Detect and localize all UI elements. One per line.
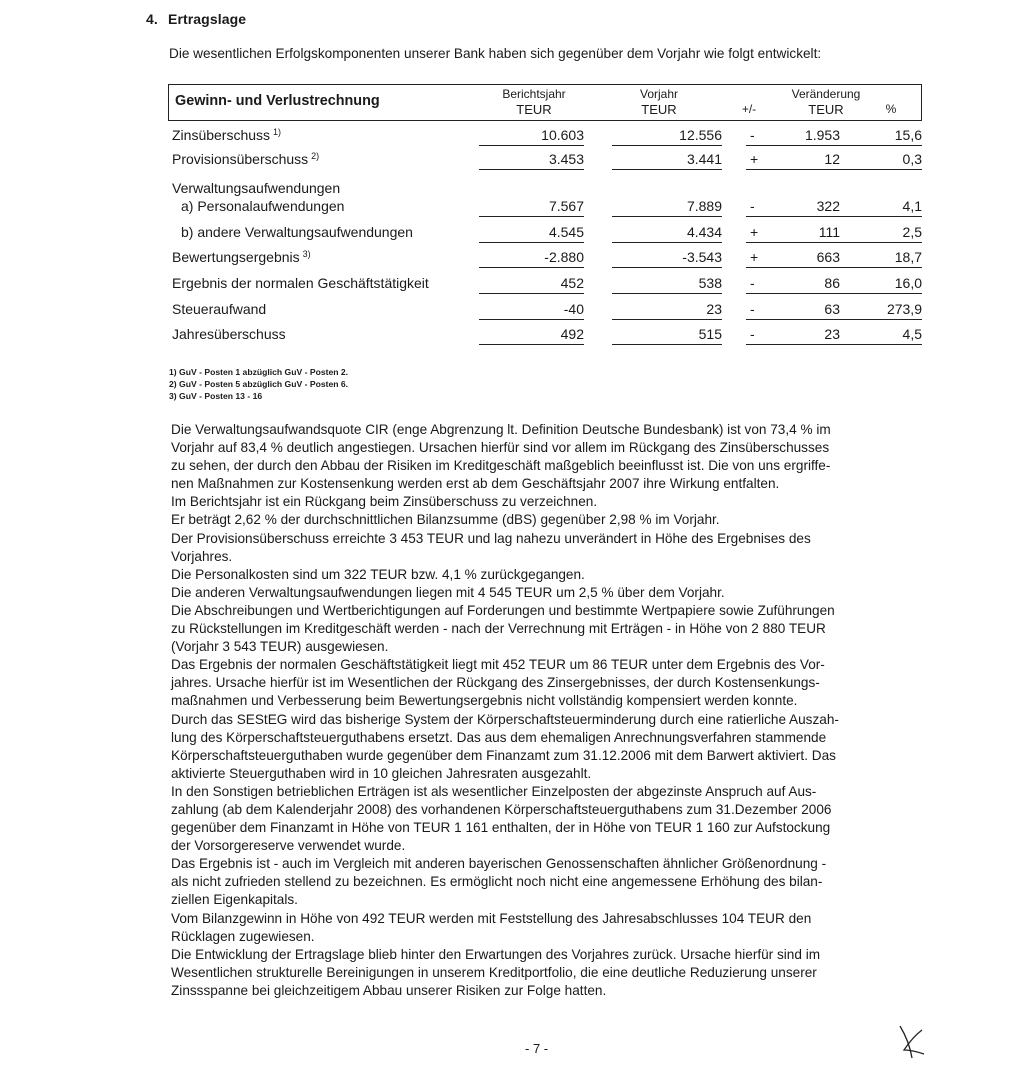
section-heading: [146, 11, 246, 27]
table-header: [168, 84, 922, 121]
cell-berichtsjahr: 452: [479, 275, 584, 294]
body-line: Durch das SEStEG wird das bisherige System der Körperschaftsteuerminderung durch eine ratierliche Auszah-: [171, 711, 839, 727]
col-header-vorjahr-unit: TEUR: [641, 102, 677, 117]
body-line: Die Abschreibungen und Wertberichtigungen auf Forderungen und bestimmte Wertpapiere sowie Zuführungen: [171, 602, 835, 618]
row-label: [172, 275, 429, 291]
row-label: [172, 180, 340, 196]
col-header-vorjahr: [619, 87, 699, 117]
footnote-1: 1) GuV - Posten 1 abzüglich GuV - Posten 2.: [169, 367, 349, 377]
cell-berichtsjahr: 4.545: [479, 224, 584, 243]
body-line: Der Provisionsüberschuss erreichte 3 453 TEUR und lag nahezu unverändert in Höhe des Ergebnises des: [171, 530, 811, 546]
body-line: Die anderen Verwaltungsaufwendungen liegen mit 4 545 TEUR um 2,5 % über dem Vorjahr.: [171, 584, 725, 600]
cell-vorjahr: 515: [612, 326, 722, 345]
cell-sign: -: [750, 127, 755, 143]
body-line: maßnahmen und Verbesserung beim Bewertungsergebnis nicht vollständig kompensiert werden konnte.: [171, 693, 798, 709]
table-row: [172, 127, 924, 149]
row-label: [172, 151, 319, 167]
cell-berichtsjahr: -40: [479, 301, 584, 320]
body-line: zahlung (ab dem Kalenderjahr 2008) des vorhandenen Körperschaftsteuerguthabens zum 31.Dezember 2006: [171, 801, 832, 817]
table-row: [172, 326, 924, 348]
handwritten-check-mark-icon: [896, 1024, 926, 1060]
cell-berichtsjahr: 492: [479, 326, 584, 345]
body-line: zu Rückstellungen im Kreditgeschäft werden - nach der Verrechnung mit Erträgen - in Höhe von 2 880 TEUR: [171, 621, 826, 637]
footnote-2: 2) GuV - Posten 5 abzüglich GuV - Posten 6.: [169, 379, 349, 389]
cell-percent: 273,9: [886, 301, 922, 317]
row-label: [172, 326, 286, 342]
body-line: gegenüber dem Finanzamt in Höhe von TEUR 1 161 enthalten, der in Höhe von TEUR 1 160 zur Aufstockung: [171, 820, 831, 836]
table-row: [172, 198, 924, 220]
row-label-text: a) Personalaufwendungen: [181, 198, 345, 214]
cell-berichtsjahr: 10.603: [479, 127, 584, 146]
body-line: nen Maßnahmen zur Kostensenkung werden erst ab dem Geschäftsjahr 2007 ihre Wirkung entfalten.: [171, 476, 780, 492]
body-line: zu sehen, der durch den Abbau der Risiken im Kreditgeschäft maßgeblich beeinflusst ist. Die von uns ergriffe-: [171, 458, 831, 474]
col-header-veraenderung-label: Veränderung: [791, 87, 861, 101]
col-header-veraenderung: [781, 87, 871, 117]
cell-vorjahr: 4.434: [612, 224, 722, 243]
row-label-text: Verwaltungsaufwendungen: [172, 180, 341, 196]
body-text: [171, 421, 931, 1000]
body-line: ziellen Eigenkapitals.: [171, 892, 298, 908]
body-line: Wesentlichen strukturelle Bereinigungen in unserem Kreditportfolio, die eine deutliche Reduzierung unserer: [171, 964, 817, 980]
cell-change: 663: [816, 249, 840, 265]
col-header-berichtsjahr-unit: TEUR: [516, 102, 552, 117]
cell-vorjahr: 538: [612, 275, 722, 294]
row-label-text: b) andere Verwaltungsaufwendungen: [181, 224, 413, 240]
body-line: Er beträgt 2,62 % der durchschnittlichen Bilanzsumme (dBS) gegenüber 2,98 % im Vorjahr.: [171, 512, 720, 528]
col-header-berichtsjahr: [489, 87, 579, 117]
cell-percent: 15,6: [894, 127, 922, 143]
cell-change: 23: [824, 326, 840, 342]
table-row: [172, 275, 924, 297]
col-header-vorjahr-label: Vorjahr: [639, 87, 679, 101]
body-line: Im Berichtsjahr ist ein Rückgang beim Zinsüberschuss zu verzeichnen.: [171, 494, 598, 510]
footnote-ref: 1): [273, 127, 282, 137]
cell-percent: 0,3: [902, 151, 922, 167]
cell-sign: +: [750, 249, 759, 265]
cell-percent: 2,5: [902, 224, 922, 240]
cell-percent: 4,5: [902, 326, 922, 342]
cell-sign: -: [750, 301, 755, 317]
body-line: Die Entwicklung der Ertragslage blieb hinter den Erwartungen des Vorjahres zurück. Ursache hierfür sind im: [171, 946, 821, 962]
footnotes: [169, 366, 348, 402]
body-line: jahres. Ursache hierfür ist im Wesentlichen der Rückgang des Zinsergebnisses, der durch Kostensenkungs-: [171, 675, 820, 691]
cell-change: 322: [816, 198, 840, 214]
row-label-text: Provisionsüberschuss: [172, 151, 309, 167]
row-label: [172, 301, 266, 317]
cell-vorjahr: 23: [612, 301, 722, 320]
section-title: Ertragslage: [168, 11, 247, 27]
cell-sign: -: [750, 275, 755, 291]
table-row: [172, 249, 924, 271]
col-header-veraenderung-unit: TEUR: [808, 102, 844, 117]
cell-change: 12: [824, 151, 840, 167]
footnote-ref: 2): [311, 151, 320, 161]
cell-change: 86: [824, 275, 840, 291]
body-line: (Vorjahr 3 543 TEUR) ausgewiesen.: [171, 639, 389, 655]
body-line: Zinssspanne bei gleichzeitigem Abbau unserer Risiken zur Folge hatten.: [171, 982, 607, 998]
footnote-ref: 3): [302, 249, 311, 259]
cell-sign: +: [750, 151, 759, 167]
cell-sign: -: [750, 326, 755, 342]
cell-change: 1.953: [804, 127, 840, 143]
table-row: [172, 224, 924, 246]
row-label: [172, 127, 281, 143]
row-label: [181, 198, 344, 214]
cell-berichtsjahr: 7.567: [479, 198, 584, 217]
cell-vorjahr: 7.889: [612, 198, 722, 217]
row-label-text: Steueraufwand: [172, 301, 267, 317]
cell-percent: 18,7: [894, 249, 922, 265]
body-line: Vom Bilanzgewinn in Höhe von 492 TEUR werden mit Feststellung des Jahresabschlusses 104 TEUR den: [171, 910, 812, 926]
col-header-sign: +/-: [741, 102, 757, 116]
page-number: - 7 -: [525, 1041, 549, 1056]
row-label-text: Ergebnis der normalen Geschäftstätigkeit: [172, 275, 429, 291]
body-line: als nicht zufrieden stellend zu bezeichnen. Es ermöglicht noch nicht eine angemessene Erhöhung des bilan-: [171, 874, 823, 890]
cell-sign: +: [750, 224, 759, 240]
body-line: der Vorsorgereserve verwendet wurde.: [171, 838, 406, 854]
row-label-text: Jahresüberschuss: [172, 326, 286, 342]
body-line: Die Personalkosten sind um 322 TEUR bzw. 4,1 % zurückgegangen.: [171, 566, 585, 582]
cell-berichtsjahr: -2.880: [479, 249, 584, 268]
body-line: Vorjahr auf 83,4 % deutlich angestiegen. Ursachen hierfür sind vor allem im Rückgang des Zinsüberschusses: [171, 440, 830, 456]
cell-vorjahr: -3.543: [612, 249, 722, 268]
body-line: Vorjahres.: [171, 548, 233, 564]
col-header-percent: %: [885, 102, 897, 116]
cell-percent: 4,1: [902, 198, 922, 214]
body-line: aktivierte Steuerguthaben wird in 10 gleichen Jahresraten ausgezahlt.: [171, 765, 592, 781]
body-line: lung des Körperschaftsteuerguthabens ersetzt. Das aus dem ehemaligen Anrechnungsverfahren stammende: [171, 729, 827, 745]
body-line: Rücklagen zugewiesen.: [171, 928, 315, 944]
row-label-text: Bewertungsergebnis: [172, 249, 300, 265]
footnote-3: 3) GuV - Posten 13 - 16: [169, 391, 263, 401]
cell-vorjahr: 12.556: [612, 127, 722, 146]
cell-change: 63: [824, 301, 840, 317]
cell-percent: 16,0: [894, 275, 922, 291]
body-line: In den Sonstigen betrieblichen Erträgen ist als wesentlicher Einzelposten der abgezinste Anspruch auf Aus-: [171, 783, 817, 799]
row-label-text: Zinsüberschuss: [172, 127, 271, 143]
row-label: [181, 224, 413, 240]
cell-vorjahr: 3.441: [612, 151, 722, 170]
intro-text: Die wesentlichen Erfolgskomponenten unserer Bank haben sich gegenüber dem Vorjahr wie folgt entwickelt:: [169, 46, 822, 61]
section-number: 4.: [146, 11, 158, 27]
body-line: Die Verwaltungsaufwandsquote CIR (enge Abgrenzung lt. Definition Deutsche Bundesbank) ist von 73,4 % im: [171, 422, 831, 437]
body-line: Das Ergebnis der normalen Geschäftstätigkeit liegt mit 452 TEUR um 86 TEUR unter dem Ergebnis des Vor-: [171, 657, 825, 673]
table-title: Gewinn- und Verlustrechnung: [175, 93, 380, 109]
table-row: [172, 301, 924, 323]
table-row: [172, 151, 924, 173]
cell-change: 111: [818, 224, 840, 240]
col-header-berichtsjahr-label: Berichtsjahr: [502, 87, 566, 101]
cell-berichtsjahr: 3.453: [479, 151, 584, 170]
row-label: [172, 249, 311, 265]
cell-sign: -: [750, 198, 755, 214]
body-line: Das Ergebnis ist - auch im Vergleich mit anderen bayerischen Genossenschaften ähnlicher Größenordnung -: [171, 856, 827, 872]
body-line: Körperschaftsteuerguthaben wurde gegenüber dem Finanzamt zum 31.12.2006 mit dem Barwert aktiviert. Das: [171, 747, 836, 763]
